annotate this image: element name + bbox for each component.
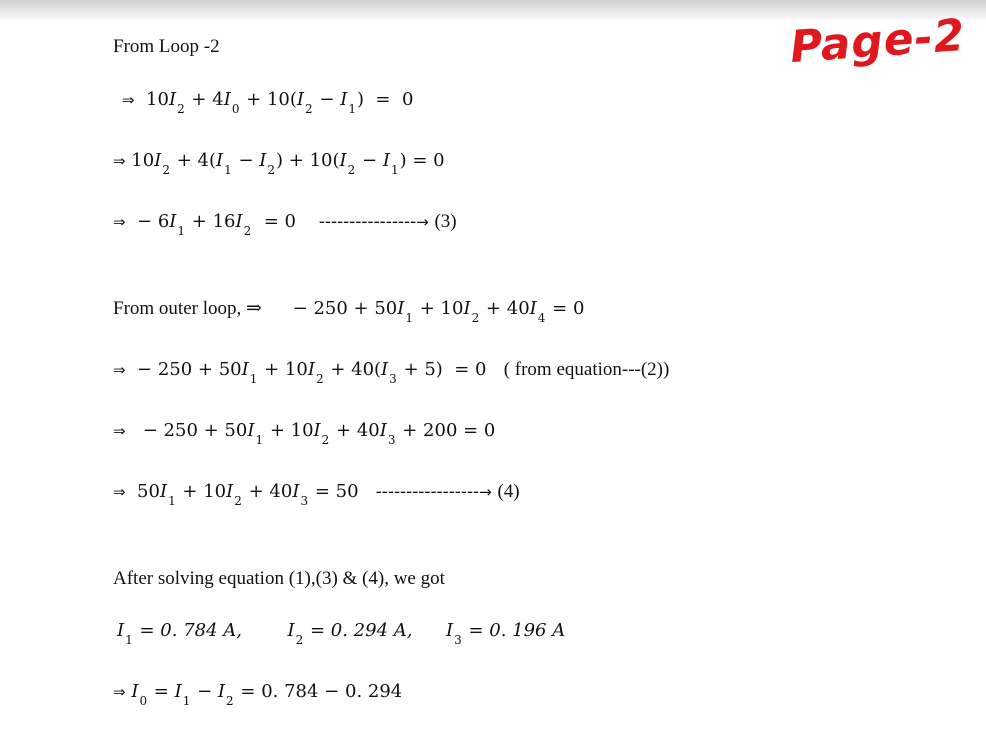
outer-loop-heading: From outer loop, ⇒ [113, 298, 262, 319]
final-value: = 0. 784 − 0. 294 [240, 681, 403, 702]
eq3-dashes: ---------------- [318, 211, 417, 232]
solution-heading: After solving equation (1),(3) & (4), we got [113, 568, 445, 589]
solution-values: $I_1 = 0$. 784 A, $I_2 = 0$. 294 A, $I_3 = 0$. 196 A [117, 620, 566, 647]
eq4-dashes: ----------------- [375, 481, 480, 502]
loop2-heading: From Loop -2 [113, 36, 220, 57]
outer-loop-line: From outer loop, ⇒ − $250 + 50I_1 + 10I_2 + 40I_4 = 0$ [113, 298, 585, 325]
from-equation-note: ( from equation---(2)) [503, 359, 670, 380]
equation-line: ⇒ $10I_2 + 4I_0 + 10(I_2 - I_1) = 0$ [122, 89, 414, 116]
equation-line: ⇒ $10I_2 + 4(I_1 - I_2) + 10(I_2 - I_1) = 0$ [113, 150, 445, 177]
equation-line-3: ⇒ − $6I_1 + 16I_2 = 0$ ----------------→ (3) [113, 211, 457, 238]
i3-value: = 0. 196 A [468, 620, 566, 641]
equation-line: ⇒ − $250 + 50I_1 + 10I_2 + 40(I_3 + 5) = 0$ ( from equation---(2)) [113, 359, 670, 386]
eq3-label: (3) [434, 211, 457, 232]
equation-line-4: ⇒ $50I_1 + 10I_2 + 40I_3 = 50$ -----------------→ (4) [113, 481, 520, 508]
equation-line: ⇒ − $250 + 50I_1 + 10I_2 + 40I_3 + 200 = 0$ [113, 420, 496, 447]
eq4-label: (4) [497, 481, 520, 502]
handwritten-page-note: Page-2 [788, 9, 967, 74]
final-equation: ⇒ $I_0 = I_1 - I_2 = 0$. 784 − 0. 294 [113, 681, 403, 708]
i1-value: = 0. 784 A, [139, 620, 242, 641]
i2-value: = 0. 294 A, [309, 620, 413, 641]
